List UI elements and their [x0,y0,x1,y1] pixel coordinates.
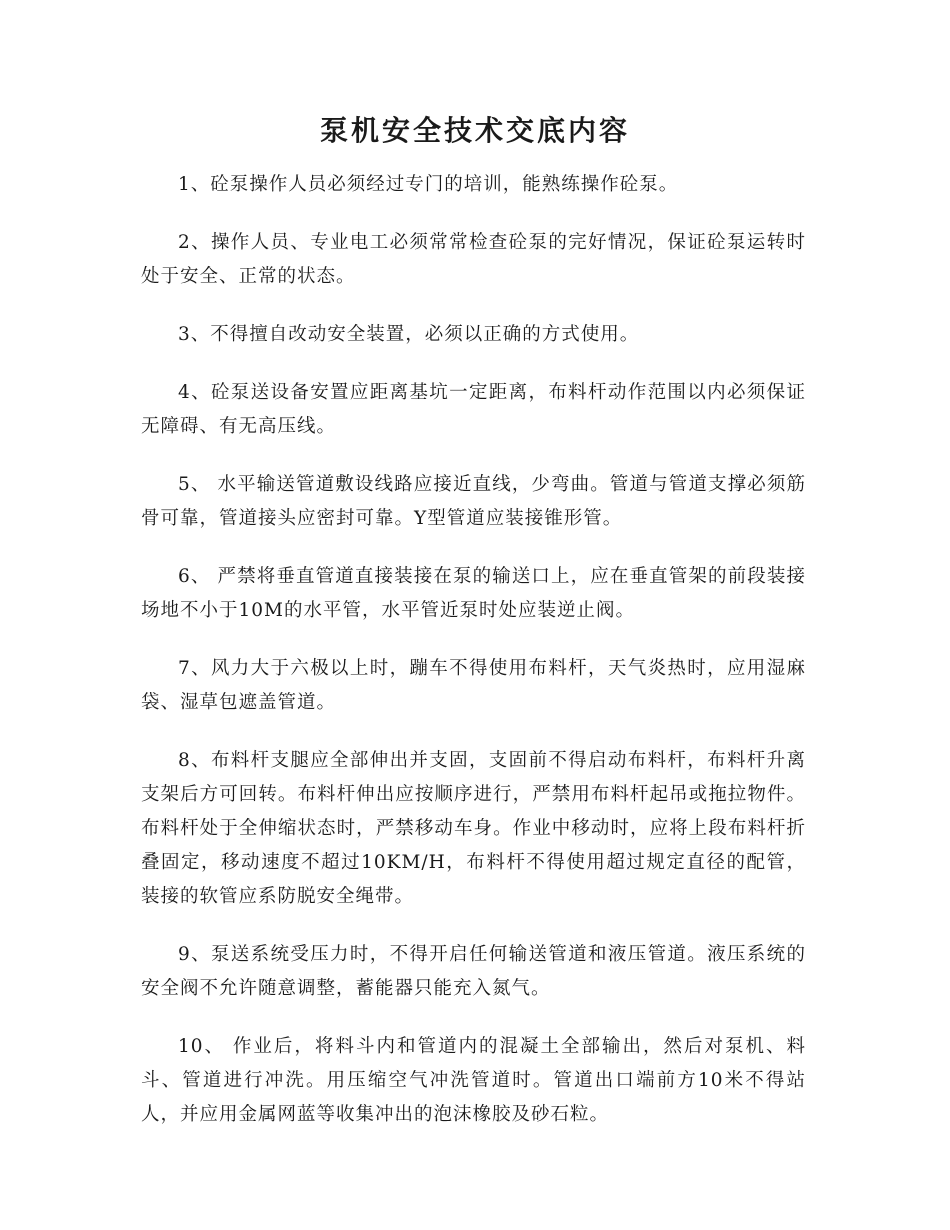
document-body [141,168,806,1156]
paragraph-4: 4、砼泵送设备安置应距离基坑一定距离，布料杆动作范围以内必须保证无障碍、有无高压线。 [141,382,806,437]
paragraph-5: 5、 水平输送管道敷设线路应接近直线，少弯曲。管道与管道支撑必须筋骨可靠，管道接头应密封可靠。Y型管道应装接锥形管。 [141,474,806,529]
paragraph-3: 3、不得擅自改动安全装置，必须以正确的方式使用。 [178,324,640,345]
paragraph-10: 10、 作业后，将料斗内和管道内的混凝土全部输出，然后对泵机、料斗、管道进行冲洗。用压缩空气冲洗管道时。管道出口端前方10米不得站人，并应用金属网蓝等收集冲出的泡沫橡胶及砂石粒。 [141,1036,806,1125]
paragraph-2: 2、操作人员、专业电工必须常常检查砼泵的完好情况，保证砼泵运转时处于安全、正常的状态。 [141,232,806,287]
paragraph-8: 8、布料杆支腿应全部伸出并支固，支固前不得启动布料杆，布料杆升离支架后方可回转。布料杆伸出应按顺序进行，严禁用布料杆起吊或拖拉物件。布料杆处于全伸缩状态时，严禁移动车身。作业中移动时，应将上段布料杆折叠固定，移动速度不超过10KM/H，布料杆不得使用超过规定直径的配管，装接的软管应系防脱安全绳带。 [141,750,806,907]
document-title: 泵机安全技术交底内容 [319,114,630,147]
paragraph-7: 7、风力大于六极以上时，蹦车不得使用布料杆，天气炎热时，应用湿麻袋、湿草包遮盖管道。 [141,658,806,713]
paragraph-1: 1、砼泵操作人员必须经过专门的培训，能熟练操作砼泵。 [178,174,679,195]
paragraph-6: 6、 严禁将垂直管道直接装接在泵的输送口上，应在垂直管架的前段装接场地不小于10M的水平管，水平管近泵时处应装逆止阀。 [141,566,806,621]
paragraph-9: 9、泵送系统受压力时，不得开启任何输送管道和液压管道。液压系统的安全阀不允许随意调整，蓄能器只能充入氮气。 [141,944,806,999]
